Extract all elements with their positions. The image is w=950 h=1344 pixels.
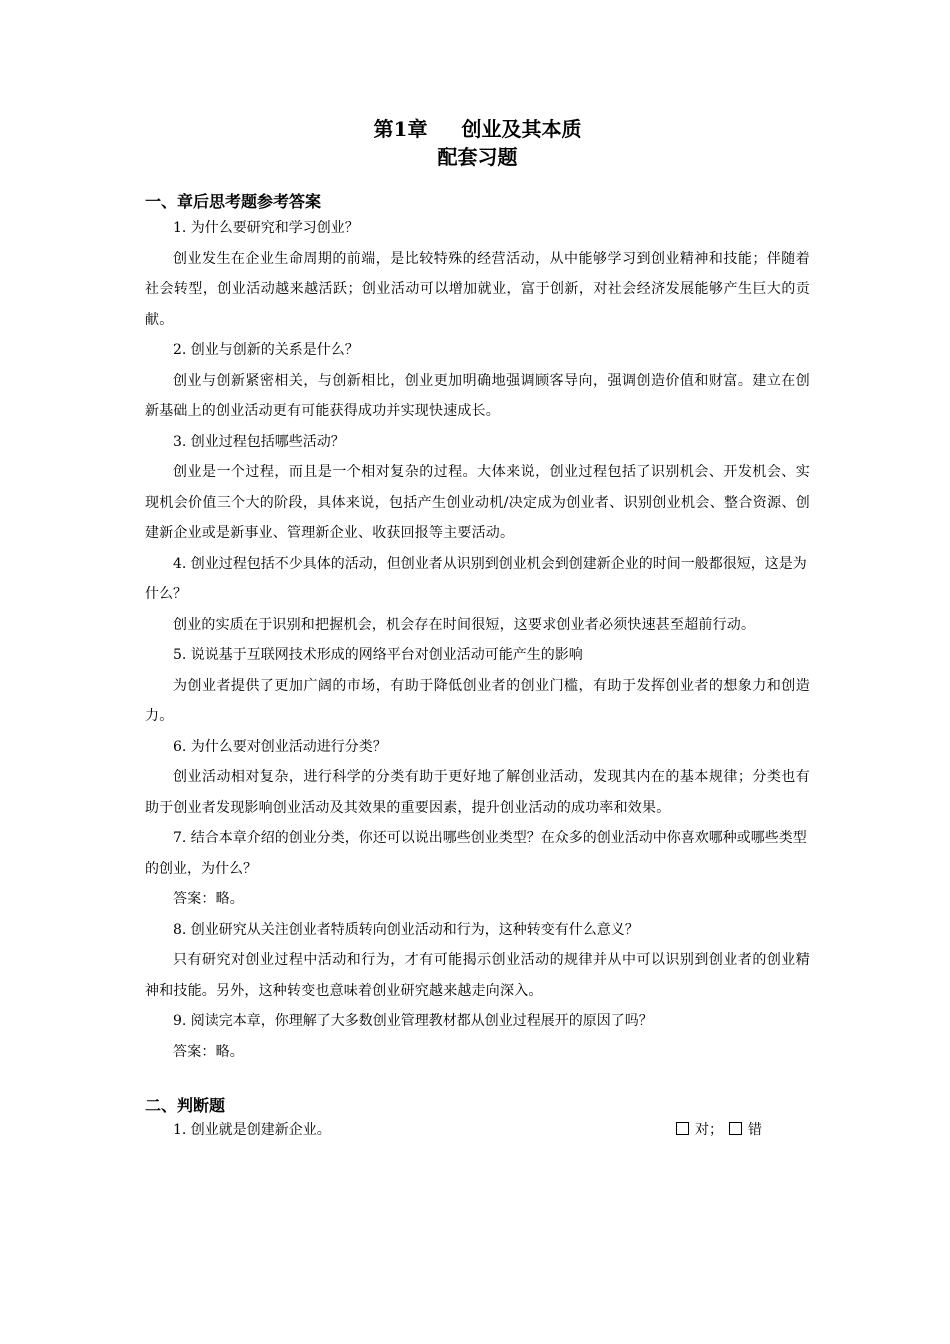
question-text: 8. 创业研究从关注创业者特质转向创业活动和行为，这种转变有什么意义？ [173,921,639,938]
question-text: 9. 阅读完本章，你理解了大多数创业管理教材都从创业过程展开的原因了吗？ [173,1013,653,1029]
false-checkbox[interactable] [729,1122,742,1135]
question-text: 3. 创业过程包括哪些活动？ [173,433,345,450]
true-false-item [145,1117,810,1143]
answer-text: 创业是一个过程，而且是一个相对复杂的过程。大体来说，创业过程包括了识别机会、开发机会、实现机会价值三个大的阶段，具体来说，包括产生创业动机/决定成为创业者、识别创业机会、整合资源、创建新企业或是新事业、管理新企业、收获回报等主要活动。 [145,464,810,541]
document-title [145,115,810,171]
document-subtitle: 配套习题 [437,145,518,169]
true-checkbox[interactable] [676,1122,689,1135]
question-text: 1. 为什么要研究和学习创业？ [173,220,359,236]
true-label: 对； [695,1122,723,1138]
question-text: 7. 结合本章介绍的创业分类，你还可以说出哪些创业类型？在众多的创业活动中你喜欢哪种或哪些类型的创业，为什么？ [145,830,807,877]
answer-text: 为创业者提供了更加广阔的市场，有助于降低创业者的创业门槛，有助于发挥创业者的想象力和创造力。 [145,677,810,724]
question-text: 4. 创业过程包括不少具体的活动，但创业者从识别到创业机会到创建新企业的时间一般都很短，这是为什么？ [145,555,807,602]
answer-text: 创业的实质在于识别和把握机会，机会存在时间很短，这要求创业者必须快速甚至超前行动。 [173,616,756,633]
document-page [145,115,810,1143]
question-text: 5. 说说基于互联网技术形成的网络平台对创业活动可能产生的影响 [173,647,583,663]
false-label: 错 [748,1122,762,1138]
true-false-list [145,1117,810,1143]
chapter-number: 第1章 [373,117,428,141]
true-false-options [676,1117,762,1143]
answer-text: 只有研究对创业过程中活动和行为，才有可能揭示创业活动的规律并从中可以识别到创业者的创业精神和技能。另外，这种转变也意味着创业研究越来越走向深入。 [145,952,810,999]
answer-text: 创业发生在企业生命周期的前端，是比较特殊的经营活动，从中能够学习到创业精神和技能；伴随着社会转型，创业活动越来越活跃；创业活动可以增加就业，富于创新，对社会经济发展能够产生巨大的贡献。 [145,250,810,328]
answer-text: 答案：略。 [173,1043,244,1060]
section-heading-review-questions: 一、章后思考题参考答案 [145,192,322,211]
chapter-name: 创业及其本质 [461,117,582,141]
question-text: 6. 为什么要对创业活动进行分类？ [173,738,387,755]
answer-text: 创业活动相对复杂，进行科学的分类有助于更好地了解创业活动，发现其内在的基本规律；分类也有助于创业者发现影响创业活动及其效果的重要因素，提升创业活动的成功率和效果。 [145,769,810,816]
true-false-question: 1. 创业就是创建新企业。 [173,1122,331,1138]
chapter-title-line [145,115,810,143]
question-text: 2. 创业与创新的关系是什么？ [173,342,359,358]
answer-text: 答案：略。 [173,891,244,907]
section-heading-true-false: 二、判断题 [145,1096,226,1115]
review-question-list [145,213,810,1067]
answer-text: 创业与创新紧密相关，与创新相比，创业更加明确地强调顾客导向，强调创造价值和财富。建立在创新基础上的创业活动更有可能获得成功并实现快速成长。 [145,372,810,419]
